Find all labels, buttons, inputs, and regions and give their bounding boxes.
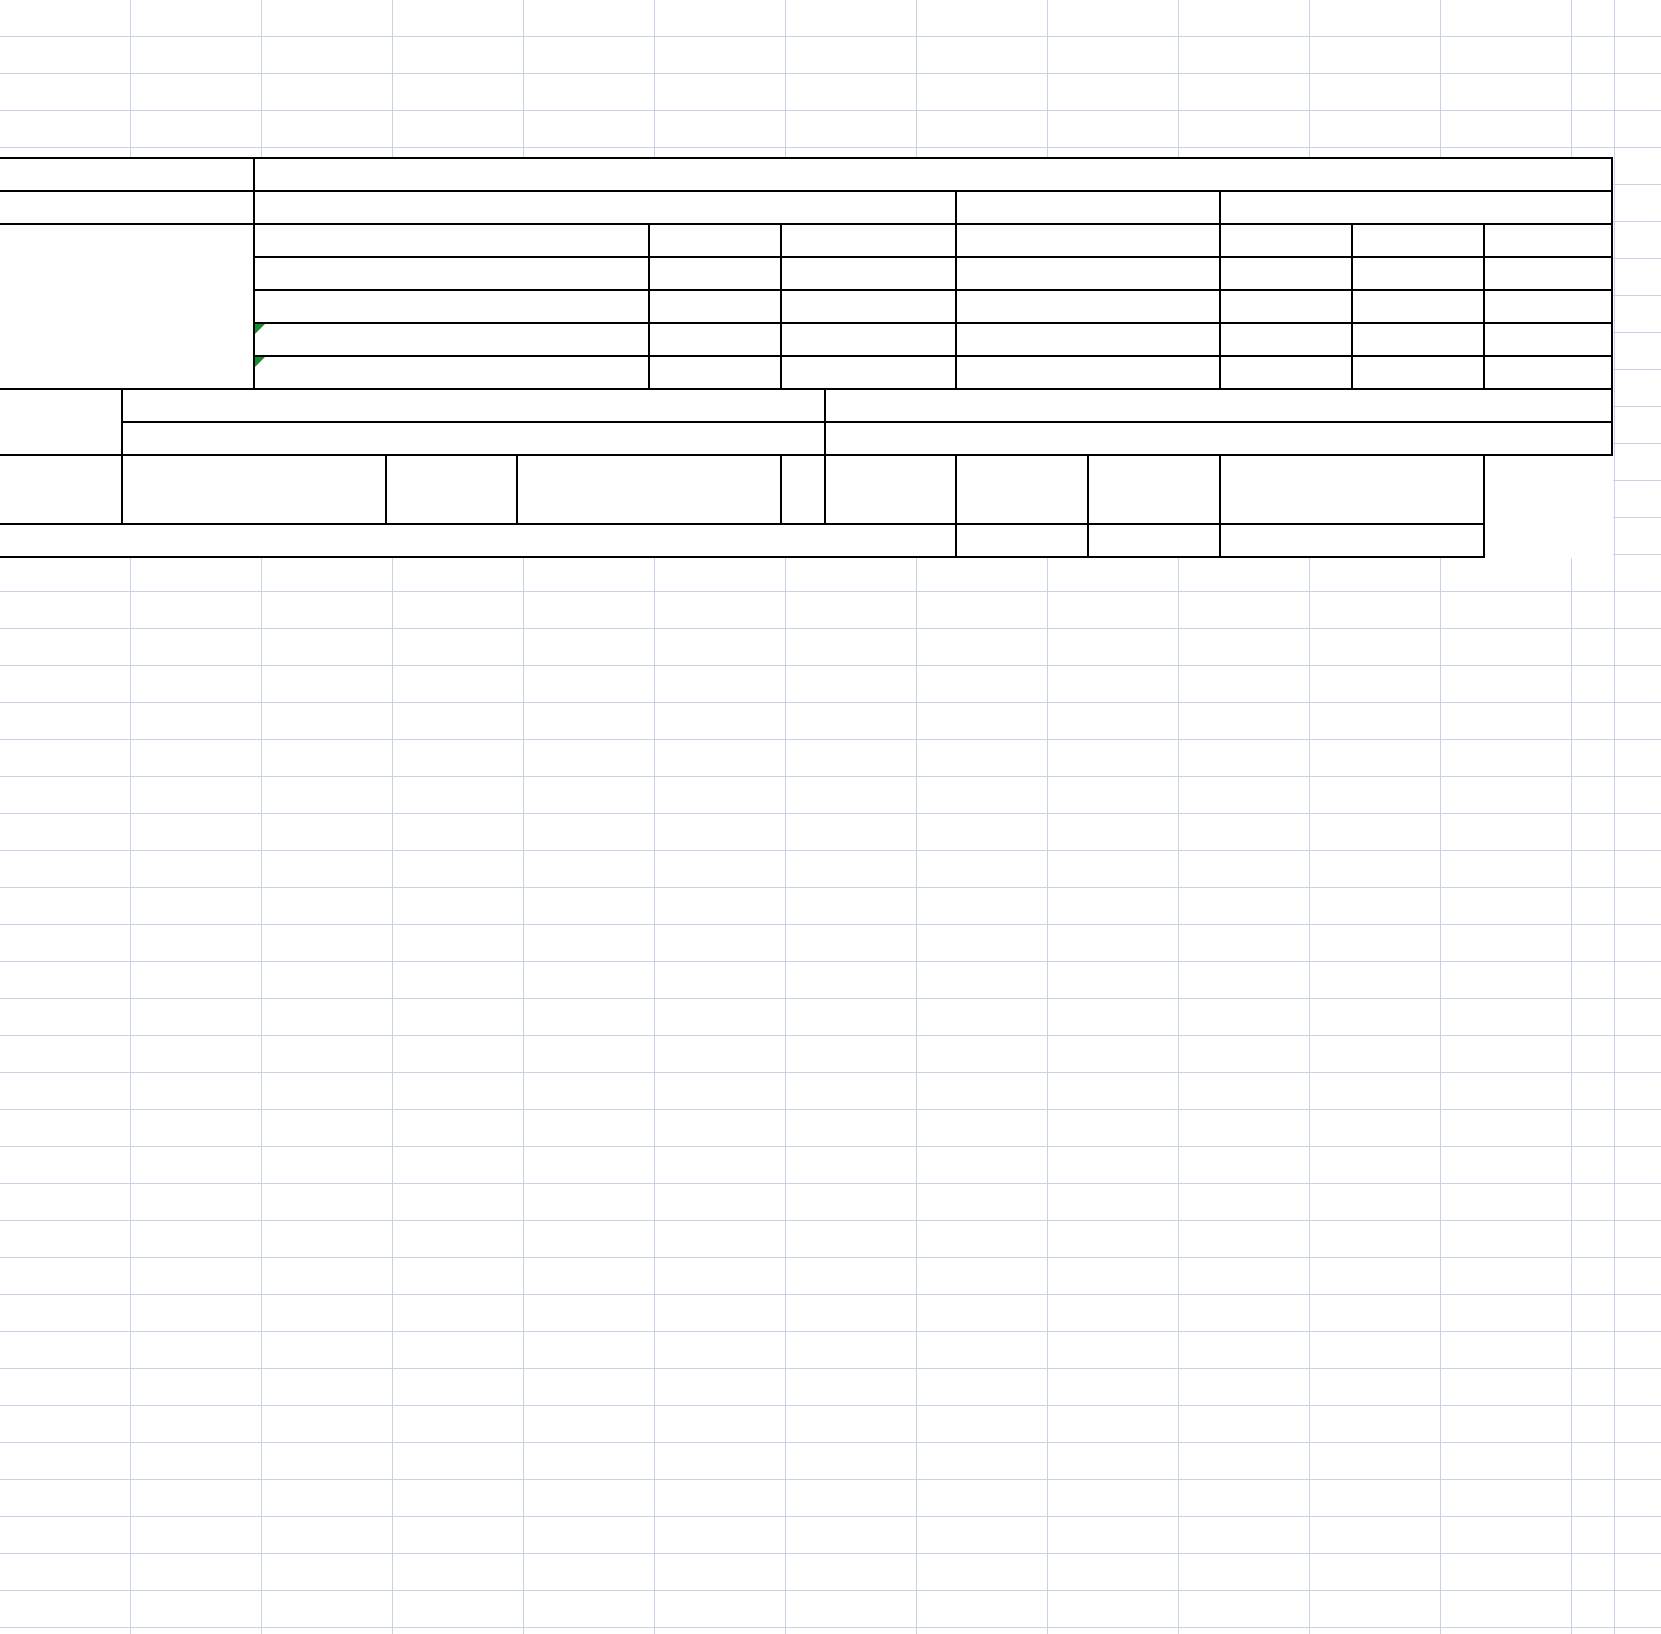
impl-unit-value[interactable] — [1220, 191, 1612, 224]
funds-weight[interactable] — [1220, 323, 1352, 356]
funds-executed[interactable] — [956, 323, 1220, 356]
expected-goal-text[interactable] — [122, 422, 825, 455]
funds-executed[interactable] — [956, 257, 1220, 290]
row-total — [0, 524, 1612, 557]
funds-rate[interactable] — [1352, 290, 1484, 323]
funds-initial[interactable] — [649, 257, 781, 290]
funds-score[interactable] — [1484, 257, 1612, 290]
funds-score[interactable] — [1484, 323, 1612, 356]
total-weight[interactable] — [956, 524, 1088, 557]
row-department — [0, 191, 1612, 224]
total-label — [0, 524, 956, 557]
header-score — [1088, 455, 1220, 524]
project-name-value[interactable] — [254, 158, 1612, 191]
funds-budget[interactable] — [781, 257, 956, 290]
funds-rate[interactable] — [1352, 356, 1484, 389]
header-target — [781, 455, 824, 524]
col-initial-budget — [649, 224, 781, 257]
evaluation-table — [0, 157, 1613, 558]
funds-initial[interactable] — [649, 356, 781, 389]
expected-goal-label — [122, 389, 825, 422]
funds-executed[interactable] — [956, 356, 1220, 389]
funds-score[interactable] — [1484, 290, 1612, 323]
funds-row-name — [254, 323, 650, 356]
dept-value[interactable] — [254, 191, 957, 224]
funds-weight[interactable] — [1220, 356, 1352, 389]
header-level2 — [386, 455, 518, 524]
header-level1 — [122, 455, 386, 524]
funds-budget[interactable] — [781, 290, 956, 323]
funds-weight[interactable] — [1220, 257, 1352, 290]
row-goals-header — [0, 389, 1612, 422]
actual-result-text[interactable] — [825, 422, 1613, 455]
header-level3 — [517, 455, 781, 524]
col-score — [1484, 224, 1612, 257]
row-funds-header — [0, 224, 1612, 257]
funds-rate[interactable] — [1352, 257, 1484, 290]
funds-budget[interactable] — [781, 356, 956, 389]
row-goals-content — [0, 422, 1612, 455]
funds-initial[interactable] — [649, 290, 781, 323]
funds-score[interactable] — [1484, 356, 1612, 389]
funds-row-name — [254, 356, 650, 389]
total-deviation[interactable] — [1220, 524, 1484, 557]
impl-unit-label — [956, 191, 1220, 224]
dept-label — [0, 191, 254, 224]
row-project-name — [0, 158, 1612, 191]
row-indicator-header — [0, 455, 1612, 524]
col-exec-rate — [1352, 224, 1484, 257]
funds-rate[interactable] — [1352, 323, 1484, 356]
funds-initial[interactable] — [649, 323, 781, 356]
funds-row-name — [254, 290, 650, 323]
funds-header-blank — [254, 224, 650, 257]
funds-label — [0, 224, 254, 389]
project-name-label — [0, 158, 254, 191]
col-weight — [1220, 224, 1352, 257]
indicators-section-label — [0, 455, 122, 524]
actual-result-label — [825, 389, 1613, 422]
header-deviation — [1220, 455, 1484, 524]
funds-row-name — [254, 257, 650, 290]
col-annual-executed — [956, 224, 1220, 257]
funds-budget[interactable] — [781, 323, 956, 356]
header-weight — [956, 455, 1088, 524]
col-annual-budget — [781, 224, 956, 257]
total-score[interactable] — [1088, 524, 1220, 557]
header-actual — [825, 455, 957, 524]
funds-executed[interactable] — [956, 290, 1220, 323]
goals-label — [0, 389, 122, 455]
funds-weight[interactable] — [1220, 290, 1352, 323]
